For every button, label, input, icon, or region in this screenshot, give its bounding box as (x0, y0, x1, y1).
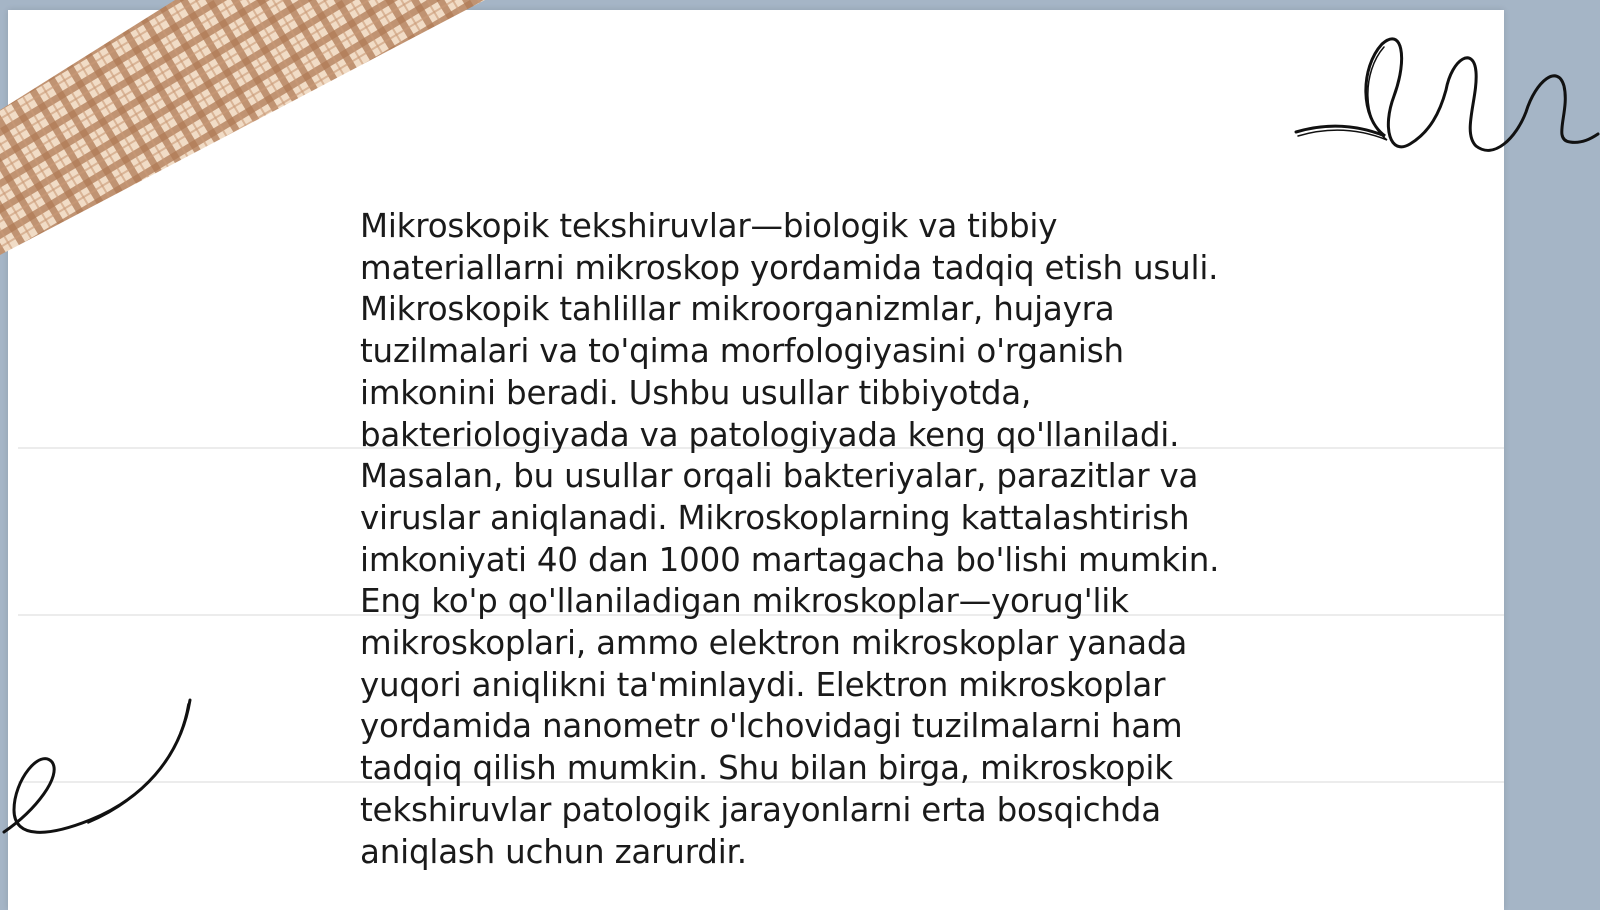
loop-squiggle-icon (1290, 28, 1600, 168)
swoosh-icon (0, 690, 200, 850)
slide-body-text: Mikroskopik tekshiruvlar—biologik va tibbiy materiallarni mikroskop yordamida tadqiq etish usuli. Mikroskopik tahlillar mikroorganizmlar, hujayra tuzilmalari va to'qima morfologiyasini o'rganish imkonini beradi. Ushbu usullar tibbiyotda, bakteriologiyada va patologiyada keng qo'llaniladi. Masalan, bu usullar orqali bakteriyalar, parazitlar va viruslar aniqlanadi. Mikroskoplarning kattalashtirish imkoniyati 40 dan 1000 martagacha bo'lishi mumkin. Eng ko'p qo'llaniladigan mikroskoplar—yorug'lik mikroskoplari, ammo elektron mikroskoplar yanada yuqori aniqlikni ta'minlaydi. Elektron mikroskoplar yordamida nanometr o'lchovidagi tuzilmalarni ham tadqiq qilish mumkin. Shu bilan birga, mikroskopik tekshiruvlar patologik jarayonlarni erta bosqichda aniqlash uchun zarurdir. (360, 207, 1220, 871)
